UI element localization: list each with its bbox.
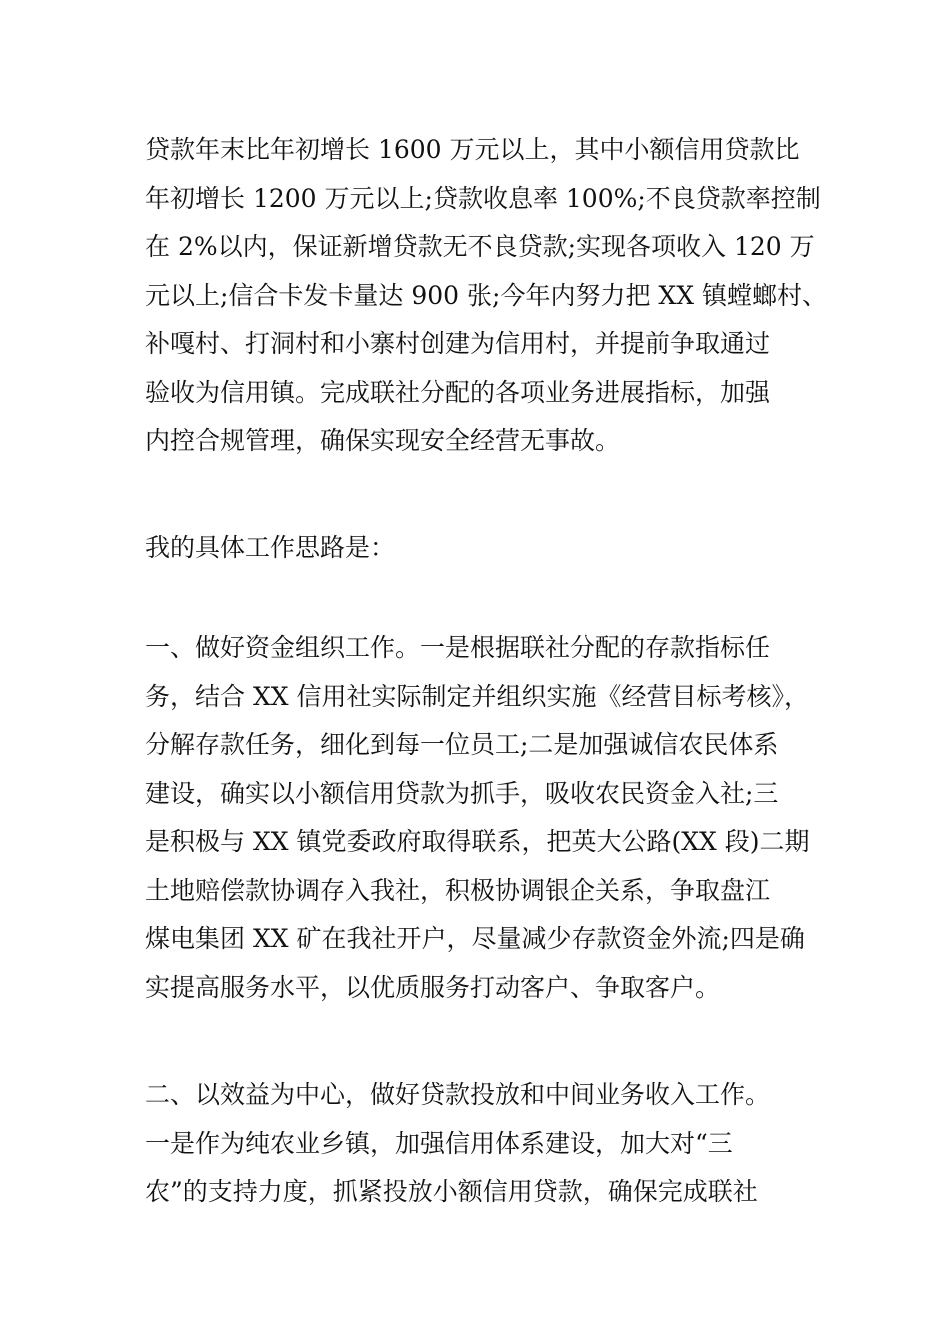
text-line: 实提高服务水平，以优质服务打动客户、争取客户。 (145, 972, 721, 1002)
text-line: 我的具体工作思路是： (145, 533, 396, 562)
text-line: 年初增长 1200 万元以上;贷款收息率 100%;不良贷款率控制 (145, 183, 821, 213)
text-line: 在 2%以内，保证新增贷款无不良贷款;实现各项收入 120 万 (145, 232, 815, 261)
paragraph-loan-issuance (145, 1071, 815, 1217)
text-line: 二、以效益为中心，做好贷款投放和中间业务收入工作。 (145, 1080, 771, 1109)
paragraph-loan-targets (145, 126, 827, 466)
text-line: 验收为信用镇。完成联社分配的各项业务进展指标，加强 (145, 377, 771, 407)
paragraph-work-ideas-heading (145, 524, 815, 573)
text-line: 土地赔偿款协调存入我社，积极协调银企关系，争取盘江 (145, 875, 771, 905)
text-line: 是积极与 XX 镇党委政府取得联系，把英大公路(XX 段)二期 (145, 827, 810, 856)
text-line: 一、做好资金组织工作。一是根据联社分配的存款指标任 (145, 633, 771, 662)
text-line: 煤电集团 XX 矿在我社开户，尽量减少存款资金外流;四是确 (145, 924, 805, 953)
text-line: 农”的支持力度，抓紧投放小额信用贷款，确保完成联社 (145, 1177, 758, 1206)
text-line: 一是作为纯农业乡镇，加强信用体系建设，加大对“三 (145, 1128, 733, 1158)
text-line: 补嘎村、打洞村和小寨村创建为信用村，并提前争取通过 (145, 329, 771, 358)
text-line: 分解存款任务，细化到每一位员工;二是加强诚信农民体系 (145, 730, 779, 759)
text-line: 务，结合 XX 信用社实际制定并组织实施《经营目标考核》， (145, 681, 809, 711)
paragraph-fund-organization (145, 624, 815, 1012)
text-line: 建设，确实以小额信用贷款为抓手，吸收农民资金入社;三 (145, 778, 779, 808)
text-line: 元以上;信合卡发卡量达 900 张;今年内努力把 XX 镇螳螂村、 (145, 280, 827, 310)
text-line: 内控合规管理，确保实现安全经营无事故。 (145, 426, 621, 455)
text-line: 贷款年末比年初增长 1600 万元以上，其中小额信用贷款比 (145, 135, 800, 164)
